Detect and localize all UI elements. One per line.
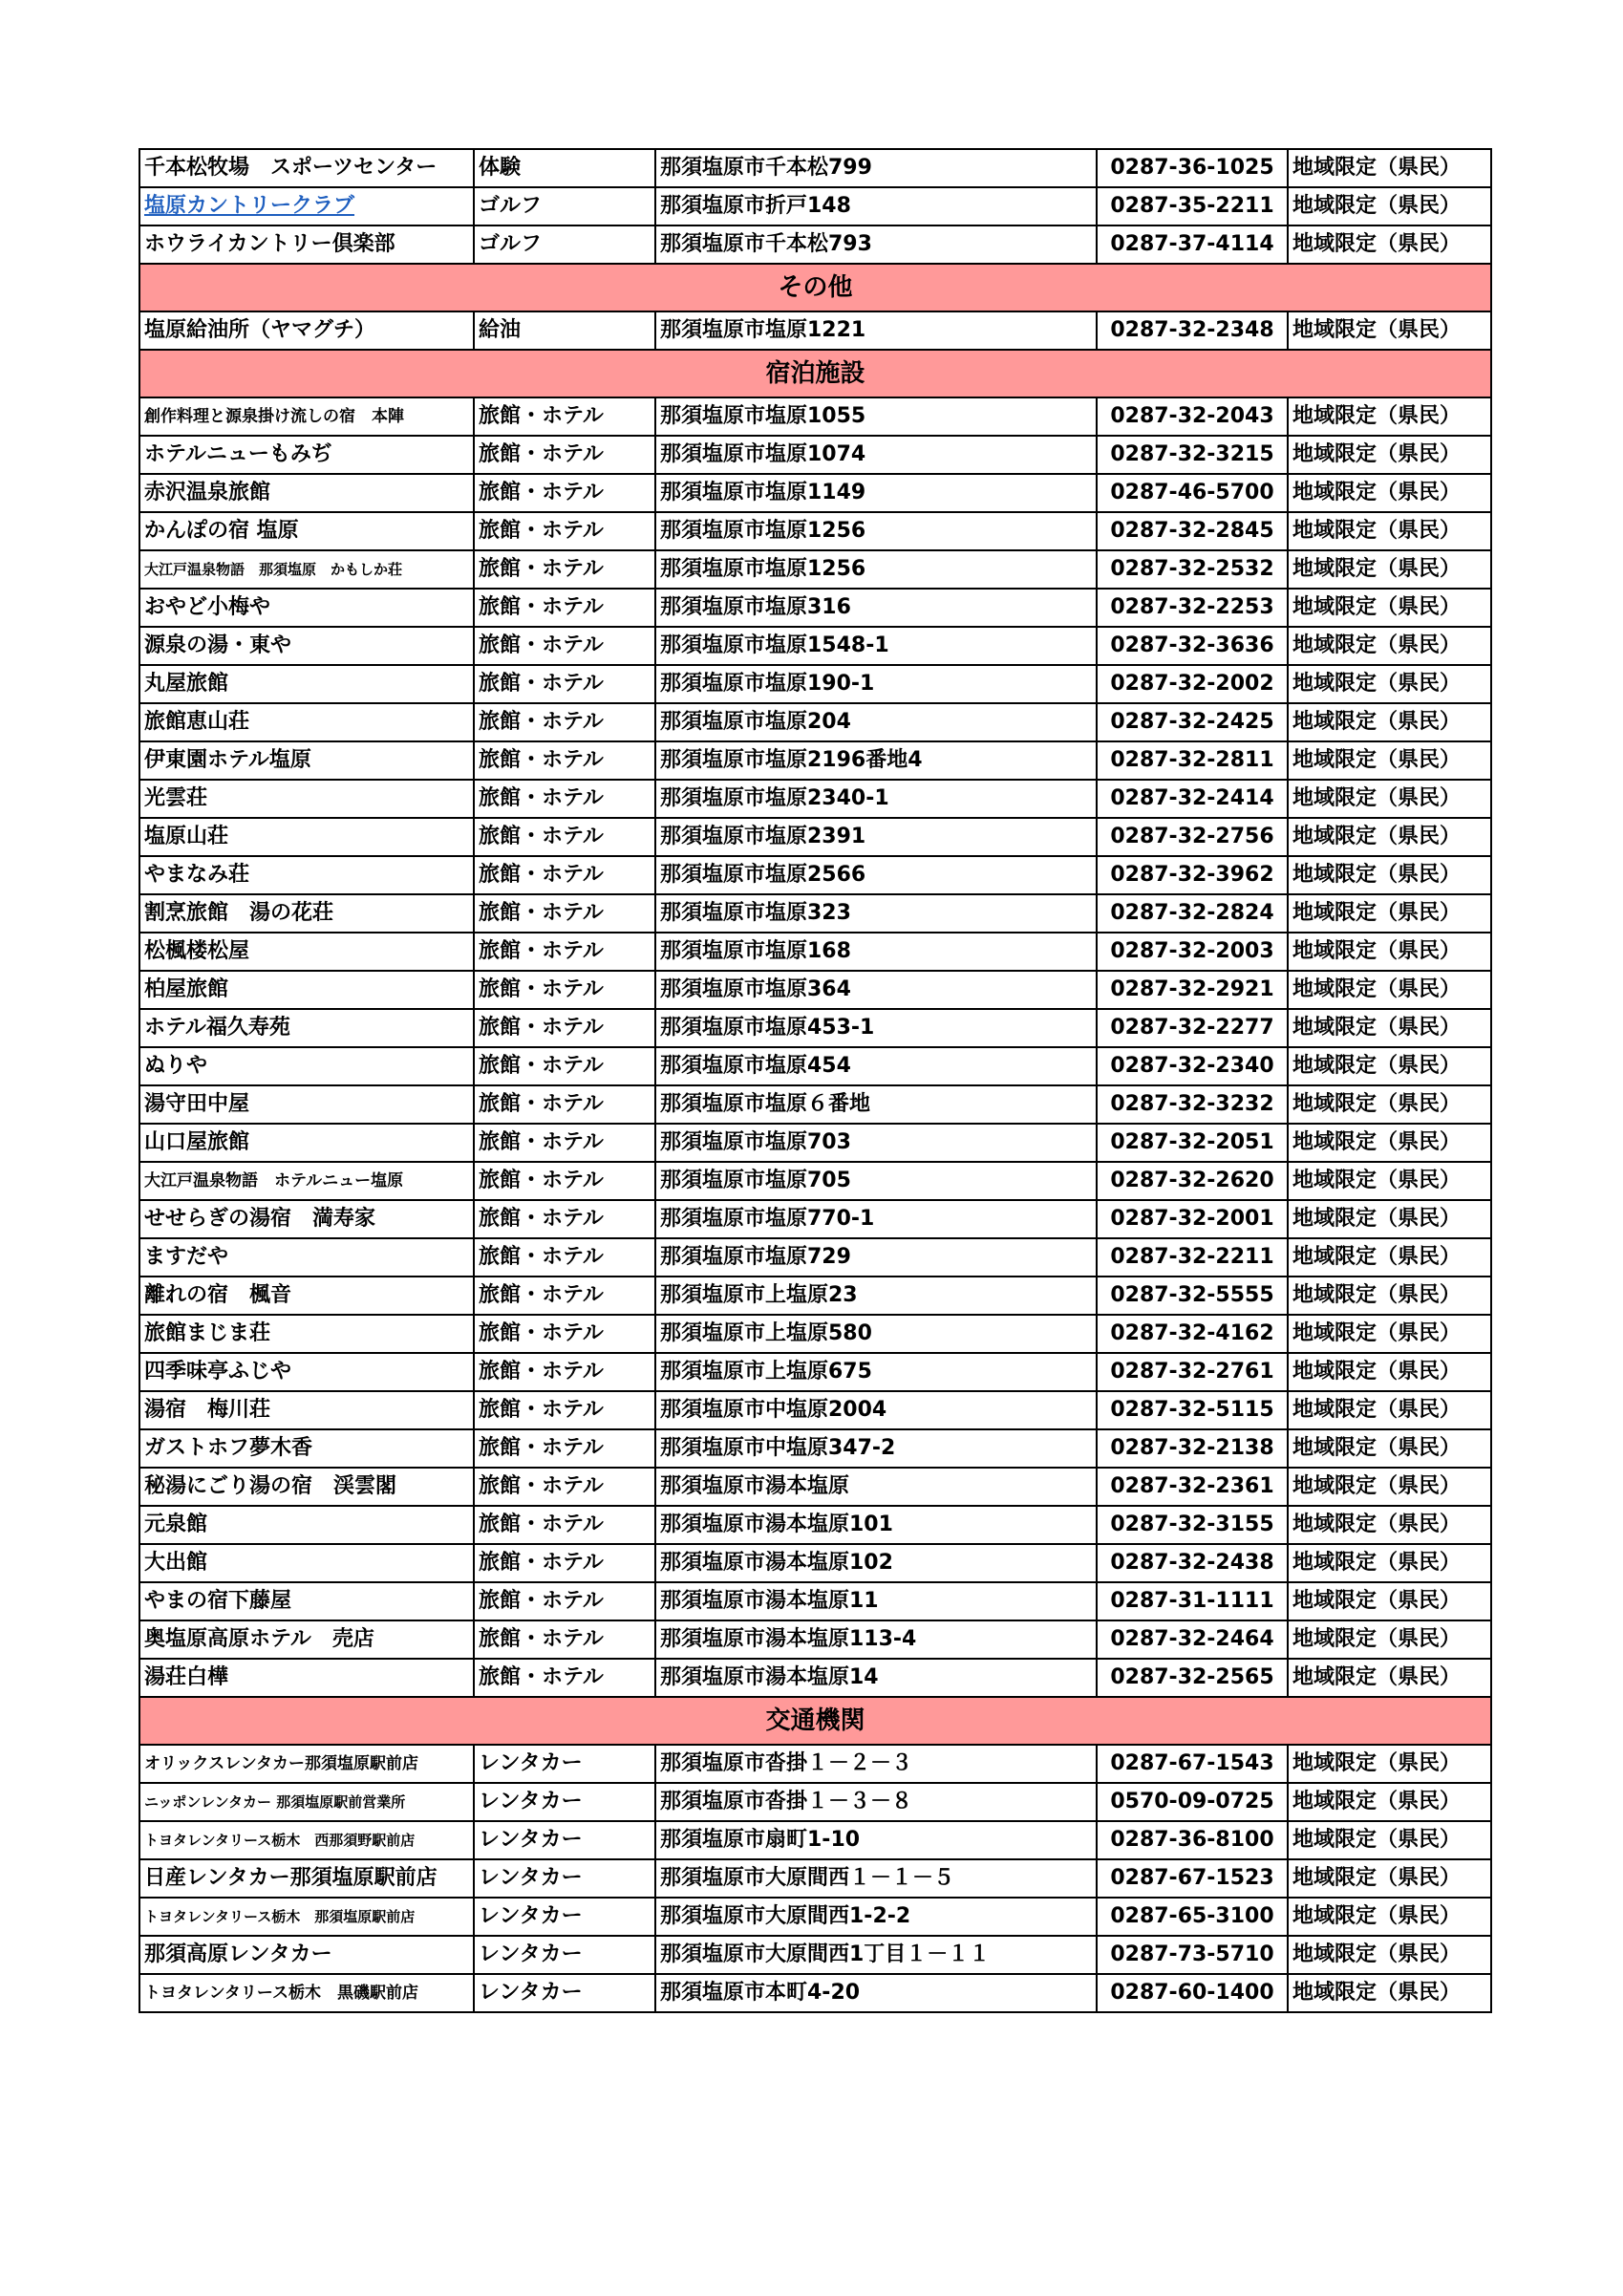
category-cell: 旅館・ホテル — [474, 397, 655, 436]
table-row — [139, 512, 1491, 550]
category-cell: 旅館・ホテル — [474, 818, 655, 856]
address-cell: 那須塩原市上塩原23 — [655, 1277, 1097, 1315]
facility-name-cell — [139, 187, 474, 225]
scope-cell: 地域限定（県民） — [1288, 474, 1491, 512]
facility-name-cell: 柏屋旅館 — [139, 971, 474, 1009]
address-cell: 那須塩原市塩原1055 — [655, 397, 1097, 436]
category-cell: 旅館・ホテル — [474, 1162, 655, 1200]
table-row — [139, 311, 1491, 350]
facility-name-cell: 四季味亭ふじや — [139, 1353, 474, 1391]
category-cell: 旅館・ホテル — [474, 1620, 655, 1659]
phone-cell: 0287-32-3962 — [1097, 856, 1288, 894]
facility-name-cell: 千本松牧場 スポーツセンター — [139, 149, 474, 187]
category-cell: 旅館・ホテル — [474, 1277, 655, 1315]
address-cell: 那須塩原市湯本塩原 — [655, 1468, 1097, 1506]
category-cell: 旅館・ホテル — [474, 474, 655, 512]
phone-cell: 0287-32-2921 — [1097, 971, 1288, 1009]
address-cell: 那須塩原市沓掛１－２－３ — [655, 1745, 1097, 1783]
scope-cell: 地域限定（県民） — [1288, 1582, 1491, 1620]
address-cell: 那須塩原市中塩原2004 — [655, 1391, 1097, 1429]
address-cell: 那須塩原市塩原705 — [655, 1162, 1097, 1200]
table-row — [139, 1821, 1491, 1859]
category-cell: 旅館・ホテル — [474, 933, 655, 971]
facility-link[interactable]: 塩原カントリークラブ — [144, 194, 355, 218]
facility-name-cell: 湯宿 梅川荘 — [139, 1391, 474, 1429]
scope-cell: 地域限定（県民） — [1288, 1506, 1491, 1544]
table-row — [139, 1544, 1491, 1582]
address-cell: 那須塩原市塩原454 — [655, 1047, 1097, 1085]
table-row — [139, 1783, 1491, 1821]
table-row — [139, 187, 1491, 225]
phone-cell: 0570-09-0725 — [1097, 1783, 1288, 1821]
address-cell: 那須塩原市塩原453-1 — [655, 1009, 1097, 1047]
address-cell: 那須塩原市塩原190-1 — [655, 665, 1097, 703]
scope-cell: 地域限定（県民） — [1288, 1238, 1491, 1277]
category-cell: 給油 — [474, 311, 655, 350]
address-cell: 那須塩原市湯本塩原14 — [655, 1659, 1097, 1697]
category-cell: 旅館・ホテル — [474, 1468, 655, 1506]
category-cell: レンタカー — [474, 1974, 655, 2012]
category-cell: 旅館・ホテル — [474, 1124, 655, 1162]
table-row — [139, 436, 1491, 474]
category-cell: 旅館・ホテル — [474, 589, 655, 627]
table-row — [139, 474, 1491, 512]
scope-cell: 地域限定（県民） — [1288, 436, 1491, 474]
table-row — [139, 741, 1491, 780]
address-cell: 那須塩原市塩原204 — [655, 703, 1097, 741]
scope-cell: 地域限定（県民） — [1288, 1200, 1491, 1238]
address-cell: 那須塩原市塩原1074 — [655, 436, 1097, 474]
facility-name-cell: ホウライカントリー倶楽部 — [139, 225, 474, 264]
address-cell: 那須塩原市塩原2391 — [655, 818, 1097, 856]
category-cell: レンタカー — [474, 1936, 655, 1974]
facility-name-cell: やまの宿下藤屋 — [139, 1582, 474, 1620]
category-cell: 旅館・ホテル — [474, 1506, 655, 1544]
facility-name-cell: 大江戸温泉物語 ホテルニュー塩原 — [139, 1162, 474, 1200]
phone-cell: 0287-35-2211 — [1097, 187, 1288, 225]
facility-name-cell: オリックスレンタカー那須塩原駅前店 — [139, 1745, 474, 1783]
category-cell: ゴルフ — [474, 225, 655, 264]
scope-cell: 地域限定（県民） — [1288, 311, 1491, 350]
scope-cell: 地域限定（県民） — [1288, 1085, 1491, 1124]
phone-cell: 0287-67-1523 — [1097, 1859, 1288, 1898]
phone-cell: 0287-32-2340 — [1097, 1047, 1288, 1085]
scope-cell: 地域限定（県民） — [1288, 971, 1491, 1009]
category-cell: 旅館・ホテル — [474, 1659, 655, 1697]
phone-cell: 0287-32-3636 — [1097, 627, 1288, 665]
facility-name-cell: トヨタレンタリース栃木 那須塩原駅前店 — [139, 1898, 474, 1936]
table-row — [139, 1391, 1491, 1429]
table-row — [139, 1974, 1491, 2012]
phone-cell: 0287-73-5710 — [1097, 1936, 1288, 1974]
category-cell: レンタカー — [474, 1859, 655, 1898]
facility-name-cell: 日産レンタカー那須塩原駅前店 — [139, 1859, 474, 1898]
scope-cell: 地域限定（県民） — [1288, 512, 1491, 550]
phone-cell: 0287-60-1400 — [1097, 1974, 1288, 2012]
table-row — [139, 971, 1491, 1009]
scope-cell: 地域限定（県民） — [1288, 933, 1491, 971]
scope-cell: 地域限定（県民） — [1288, 149, 1491, 187]
address-cell: 那須塩原市塩原1548-1 — [655, 627, 1097, 665]
address-cell: 那須塩原市大原間西1丁目１－１１ — [655, 1936, 1097, 1974]
category-cell: 旅館・ホテル — [474, 1200, 655, 1238]
address-cell: 那須塩原市湯本塩原113-4 — [655, 1620, 1097, 1659]
table-row — [139, 1582, 1491, 1620]
category-cell: 旅館・ホテル — [474, 1238, 655, 1277]
table-row — [139, 550, 1491, 589]
phone-cell: 0287-32-3155 — [1097, 1506, 1288, 1544]
address-cell: 那須塩原市湯本塩原101 — [655, 1506, 1097, 1544]
table-row — [139, 1353, 1491, 1391]
phone-cell: 0287-32-2565 — [1097, 1659, 1288, 1697]
facility-name-cell: ホテルニューもみぢ — [139, 436, 474, 474]
facility-name-cell: 大出館 — [139, 1544, 474, 1582]
category-cell: 旅館・ホテル — [474, 627, 655, 665]
category-cell: 旅館・ホテル — [474, 665, 655, 703]
address-cell: 那須塩原市塩原1149 — [655, 474, 1097, 512]
phone-cell: 0287-37-4114 — [1097, 225, 1288, 264]
address-cell: 那須塩原市塩原770-1 — [655, 1200, 1097, 1238]
phone-cell: 0287-36-1025 — [1097, 149, 1288, 187]
facility-name-cell: 湯荘白樺 — [139, 1659, 474, 1697]
table-row — [139, 627, 1491, 665]
table-row — [139, 1898, 1491, 1936]
category-cell: 旅館・ホテル — [474, 703, 655, 741]
category-cell: 旅館・ホテル — [474, 1047, 655, 1085]
address-cell: 那須塩原市中塩原347-2 — [655, 1429, 1097, 1468]
facility-name-cell: 光雲荘 — [139, 780, 474, 818]
table-row — [139, 1315, 1491, 1353]
phone-cell: 0287-32-2348 — [1097, 311, 1288, 350]
table-row — [139, 933, 1491, 971]
category-cell: 旅館・ホテル — [474, 971, 655, 1009]
category-cell: 旅館・ホテル — [474, 741, 655, 780]
phone-cell: 0287-46-5700 — [1097, 474, 1288, 512]
facility-name-cell: 旅館恵山荘 — [139, 703, 474, 741]
section-title: 交通機関 — [139, 1697, 1491, 1745]
scope-cell: 地域限定（県民） — [1288, 589, 1491, 627]
scope-cell: 地域限定（県民） — [1288, 1620, 1491, 1659]
category-cell: 旅館・ホテル — [474, 1315, 655, 1353]
scope-cell: 地域限定（県民） — [1288, 703, 1491, 741]
address-cell: 那須塩原市千本松799 — [655, 149, 1097, 187]
category-cell: ゴルフ — [474, 187, 655, 225]
table-row — [139, 1468, 1491, 1506]
category-cell: 旅館・ホテル — [474, 894, 655, 933]
facility-name-cell: 秘湯にごり湯の宿 渓雲閣 — [139, 1468, 474, 1506]
category-cell: 旅館・ホテル — [474, 1582, 655, 1620]
phone-cell: 0287-32-2811 — [1097, 741, 1288, 780]
scope-cell: 地域限定（県民） — [1288, 1429, 1491, 1468]
table-row — [139, 856, 1491, 894]
phone-cell: 0287-36-8100 — [1097, 1821, 1288, 1859]
scope-cell: 地域限定（県民） — [1288, 627, 1491, 665]
scope-cell: 地域限定（県民） — [1288, 665, 1491, 703]
facility-name-cell: トヨタレンタリース栃木 黒磯駅前店 — [139, 1974, 474, 2012]
scope-cell: 地域限定（県民） — [1288, 818, 1491, 856]
address-cell: 那須塩原市上塩原675 — [655, 1353, 1097, 1391]
address-cell: 那須塩原市塩原６番地 — [655, 1085, 1097, 1124]
phone-cell: 0287-32-5555 — [1097, 1277, 1288, 1315]
facility-name-cell: ホテル福久寿苑 — [139, 1009, 474, 1047]
facility-name-cell: 塩原山荘 — [139, 818, 474, 856]
scope-cell: 地域限定（県民） — [1288, 1659, 1491, 1697]
category-cell: 旅館・ホテル — [474, 1009, 655, 1047]
address-cell: 那須塩原市塩原364 — [655, 971, 1097, 1009]
phone-cell: 0287-65-3100 — [1097, 1898, 1288, 1936]
table-row — [139, 1429, 1491, 1468]
category-cell: 旅館・ホテル — [474, 1544, 655, 1582]
facility-name-cell: 旅館まじま荘 — [139, 1315, 474, 1353]
address-cell: 那須塩原市塩原729 — [655, 1238, 1097, 1277]
category-cell: 旅館・ホテル — [474, 436, 655, 474]
facility-name-cell: 那須高原レンタカー — [139, 1936, 474, 1974]
table-row — [139, 1277, 1491, 1315]
scope-cell: 地域限定（県民） — [1288, 1859, 1491, 1898]
facility-name-cell: 赤沢温泉旅館 — [139, 474, 474, 512]
facility-name-cell: 丸屋旅館 — [139, 665, 474, 703]
category-cell: レンタカー — [474, 1898, 655, 1936]
scope-cell: 地域限定（県民） — [1288, 780, 1491, 818]
phone-cell: 0287-32-2003 — [1097, 933, 1288, 971]
scope-cell: 地域限定（県民） — [1288, 1277, 1491, 1315]
phone-cell: 0287-32-2043 — [1097, 397, 1288, 436]
phone-cell: 0287-32-2002 — [1097, 665, 1288, 703]
scope-cell: 地域限定（県民） — [1288, 1124, 1491, 1162]
table-row — [139, 1162, 1491, 1200]
table-row — [139, 1620, 1491, 1659]
facility-name-cell: やまなみ荘 — [139, 856, 474, 894]
table-row — [139, 780, 1491, 818]
table-row — [139, 225, 1491, 264]
facility-name-cell: 奥塩原高原ホテル 売店 — [139, 1620, 474, 1659]
scope-cell: 地域限定（県民） — [1288, 1162, 1491, 1200]
scope-cell: 地域限定（県民） — [1288, 1936, 1491, 1974]
scope-cell: 地域限定（県民） — [1288, 187, 1491, 225]
address-cell: 那須塩原市上塩原580 — [655, 1315, 1097, 1353]
address-cell: 那須塩原市塩原1221 — [655, 311, 1097, 350]
facility-name-cell: 湯守田中屋 — [139, 1085, 474, 1124]
table-row — [139, 397, 1491, 436]
scope-cell: 地域限定（県民） — [1288, 1315, 1491, 1353]
table-row — [139, 589, 1491, 627]
facility-name-cell: 源泉の湯・東や — [139, 627, 474, 665]
address-cell: 那須塩原市塩原2196番地4 — [655, 741, 1097, 780]
table-row — [139, 818, 1491, 856]
table-row — [139, 1506, 1491, 1544]
section-header-row — [139, 1697, 1491, 1745]
phone-cell: 0287-32-2438 — [1097, 1544, 1288, 1582]
table-row — [139, 665, 1491, 703]
table-row — [139, 1200, 1491, 1238]
phone-cell: 0287-32-2211 — [1097, 1238, 1288, 1277]
address-cell: 那須塩原市沓掛１－３－８ — [655, 1783, 1097, 1821]
table-row — [139, 1659, 1491, 1697]
facility-name-cell: 大江戸温泉物語 那須塩原 かもしか荘 — [139, 550, 474, 589]
facility-name-cell: ますだや — [139, 1238, 474, 1277]
scope-cell: 地域限定（県民） — [1288, 225, 1491, 264]
phone-cell: 0287-32-4162 — [1097, 1315, 1288, 1353]
facility-name-cell: かんぽの宿 塩原 — [139, 512, 474, 550]
facility-name-cell: 山口屋旅館 — [139, 1124, 474, 1162]
phone-cell: 0287-32-2532 — [1097, 550, 1288, 589]
facility-name-cell: 割烹旅館 湯の花荘 — [139, 894, 474, 933]
category-cell: 旅館・ホテル — [474, 1085, 655, 1124]
category-cell: 旅館・ホテル — [474, 550, 655, 589]
facility-name-cell: ぬりや — [139, 1047, 474, 1085]
address-cell: 那須塩原市塩原1256 — [655, 512, 1097, 550]
address-cell: 那須塩原市大原間西1-2-2 — [655, 1898, 1097, 1936]
scope-cell: 地域限定（県民） — [1288, 1353, 1491, 1391]
table-row — [139, 1745, 1491, 1783]
category-cell: レンタカー — [474, 1745, 655, 1783]
phone-cell: 0287-32-2361 — [1097, 1468, 1288, 1506]
phone-cell: 0287-32-2620 — [1097, 1162, 1288, 1200]
phone-cell: 0287-32-2414 — [1097, 780, 1288, 818]
category-cell: 旅館・ホテル — [474, 1391, 655, 1429]
table-row — [139, 1859, 1491, 1898]
address-cell: 那須塩原市本町4-20 — [655, 1974, 1097, 2012]
scope-cell: 地域限定（県民） — [1288, 1974, 1491, 2012]
category-cell: 旅館・ホテル — [474, 780, 655, 818]
facility-name-cell: トヨタレンタリース栃木 西那須野駅前店 — [139, 1821, 474, 1859]
address-cell: 那須塩原市扇町1-10 — [655, 1821, 1097, 1859]
table-row — [139, 149, 1491, 187]
address-cell: 那須塩原市塩原703 — [655, 1124, 1097, 1162]
address-cell: 那須塩原市塩原168 — [655, 933, 1097, 971]
phone-cell: 0287-32-2425 — [1097, 703, 1288, 741]
category-cell: 旅館・ホテル — [474, 1429, 655, 1468]
scope-cell: 地域限定（県民） — [1288, 741, 1491, 780]
scope-cell: 地域限定（県民） — [1288, 1898, 1491, 1936]
phone-cell: 0287-32-2845 — [1097, 512, 1288, 550]
table-row — [139, 1047, 1491, 1085]
address-cell: 那須塩原市湯本塩原102 — [655, 1544, 1097, 1582]
facility-name-cell: 伊東園ホテル塩原 — [139, 741, 474, 780]
address-cell: 那須塩原市塩原2340-1 — [655, 780, 1097, 818]
facility-name-cell: せせらぎの湯宿 満寿家 — [139, 1200, 474, 1238]
table-row — [139, 1238, 1491, 1277]
facility-name-cell: 塩原給油所（ヤマグチ） — [139, 311, 474, 350]
phone-cell: 0287-32-2756 — [1097, 818, 1288, 856]
section-header-row — [139, 350, 1491, 397]
section-title: その他 — [139, 264, 1491, 311]
category-cell: レンタカー — [474, 1821, 655, 1859]
table-row — [139, 703, 1491, 741]
scope-cell: 地域限定（県民） — [1288, 1745, 1491, 1783]
table-row — [139, 1936, 1491, 1974]
scope-cell: 地域限定（県民） — [1288, 1009, 1491, 1047]
phone-cell: 0287-32-2253 — [1097, 589, 1288, 627]
facility-name-cell: ガストホフ夢木香 — [139, 1429, 474, 1468]
address-cell: 那須塩原市塩原1256 — [655, 550, 1097, 589]
phone-cell: 0287-32-3232 — [1097, 1085, 1288, 1124]
phone-cell: 0287-32-2001 — [1097, 1200, 1288, 1238]
phone-cell: 0287-67-1543 — [1097, 1745, 1288, 1783]
table-row — [139, 1085, 1491, 1124]
table-row — [139, 1009, 1491, 1047]
facility-name-cell: ニッポンレンタカー 那須塩原駅前営業所 — [139, 1783, 474, 1821]
address-cell: 那須塩原市湯本塩原11 — [655, 1582, 1097, 1620]
address-cell: 那須塩原市塩原316 — [655, 589, 1097, 627]
phone-cell: 0287-32-2051 — [1097, 1124, 1288, 1162]
phone-cell: 0287-32-2277 — [1097, 1009, 1288, 1047]
phone-cell: 0287-32-3215 — [1097, 436, 1288, 474]
address-cell: 那須塩原市塩原2566 — [655, 856, 1097, 894]
address-cell: 那須塩原市塩原323 — [655, 894, 1097, 933]
phone-cell: 0287-32-2824 — [1097, 894, 1288, 933]
table-row — [139, 894, 1491, 933]
category-cell: レンタカー — [474, 1783, 655, 1821]
facility-name-cell: 創作料理と源泉掛け流しの宿 本陣 — [139, 397, 474, 436]
scope-cell: 地域限定（県民） — [1288, 1783, 1491, 1821]
address-cell: 那須塩原市折戸148 — [655, 187, 1097, 225]
facility-name-cell: 元泉館 — [139, 1506, 474, 1544]
scope-cell: 地域限定（県民） — [1288, 1468, 1491, 1506]
scope-cell: 地域限定（県民） — [1288, 1821, 1491, 1859]
phone-cell: 0287-32-2138 — [1097, 1429, 1288, 1468]
facility-name-cell: 離れの宿 楓音 — [139, 1277, 474, 1315]
category-cell: 旅館・ホテル — [474, 1353, 655, 1391]
scope-cell: 地域限定（県民） — [1288, 1047, 1491, 1085]
scope-cell: 地域限定（県民） — [1288, 550, 1491, 589]
category-cell: 体験 — [474, 149, 655, 187]
address-cell: 那須塩原市大原間西１－１－５ — [655, 1859, 1097, 1898]
facility-table — [139, 148, 1492, 2013]
scope-cell: 地域限定（県民） — [1288, 397, 1491, 436]
facility-name-cell: 松楓楼松屋 — [139, 933, 474, 971]
scope-cell: 地域限定（県民） — [1288, 1391, 1491, 1429]
address-cell: 那須塩原市千本松793 — [655, 225, 1097, 264]
phone-cell: 0287-32-2761 — [1097, 1353, 1288, 1391]
category-cell: 旅館・ホテル — [474, 512, 655, 550]
scope-cell: 地域限定（県民） — [1288, 1544, 1491, 1582]
phone-cell: 0287-32-2464 — [1097, 1620, 1288, 1659]
table-row — [139, 1124, 1491, 1162]
phone-cell: 0287-32-5115 — [1097, 1391, 1288, 1429]
category-cell: 旅館・ホテル — [474, 856, 655, 894]
scope-cell: 地域限定（県民） — [1288, 894, 1491, 933]
scope-cell: 地域限定（県民） — [1288, 856, 1491, 894]
section-title: 宿泊施設 — [139, 350, 1491, 397]
facility-name-cell: おやど小梅や — [139, 589, 474, 627]
section-header-row — [139, 264, 1491, 311]
phone-cell: 0287-31-1111 — [1097, 1582, 1288, 1620]
